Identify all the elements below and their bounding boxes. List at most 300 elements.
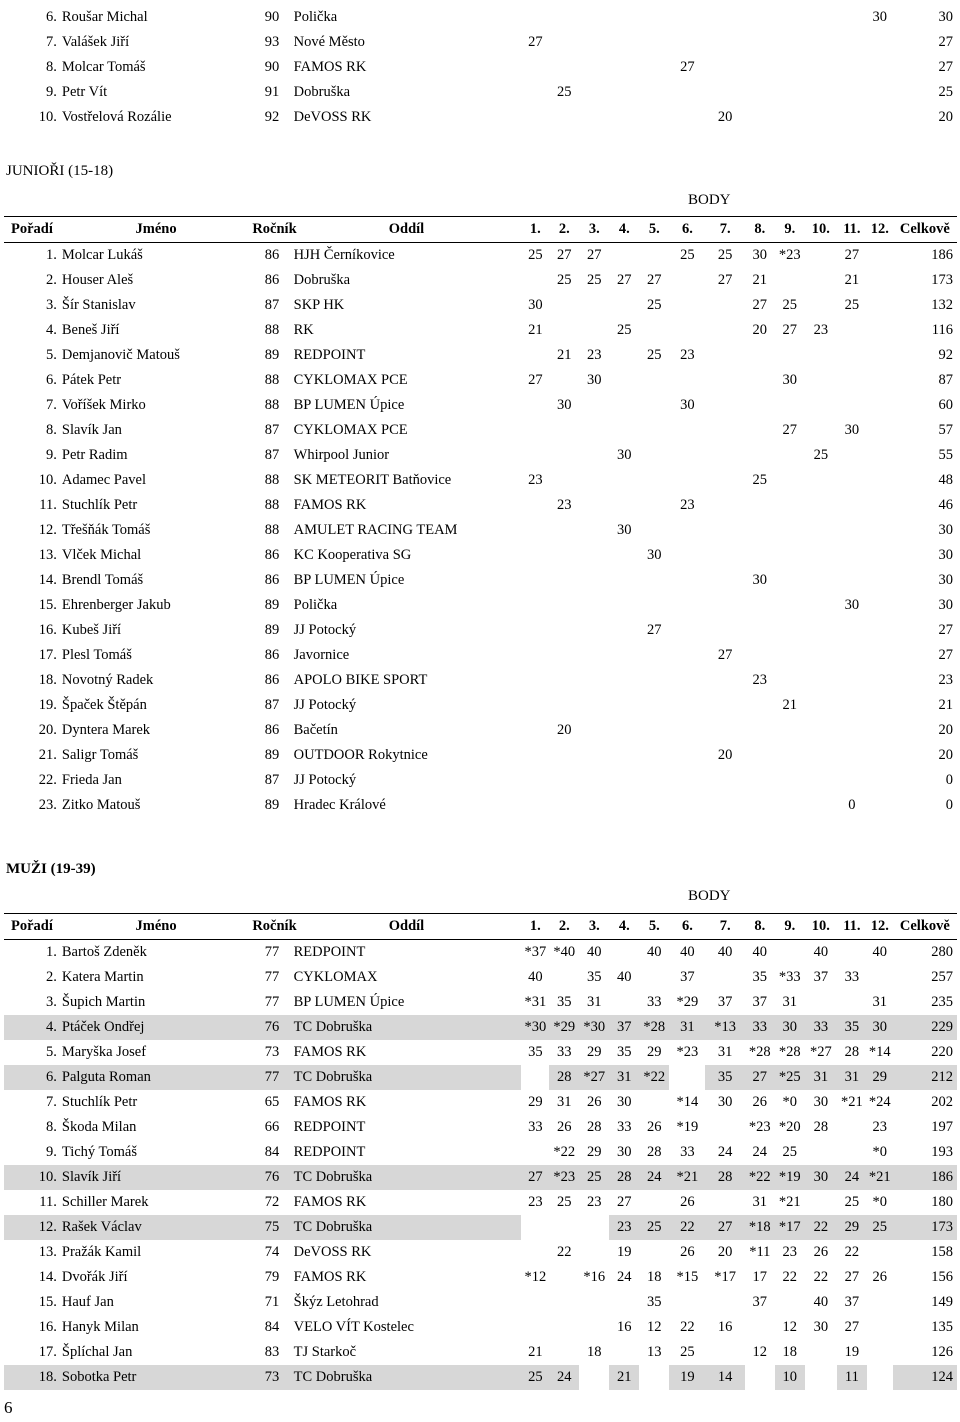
- row-score: 20: [557, 722, 572, 738]
- row-name: Slavík Jiří: [60, 1165, 252, 1190]
- row-score: [837, 568, 867, 593]
- row-score: 27: [705, 1215, 744, 1240]
- row-score: [521, 693, 549, 718]
- row-score: 30: [617, 1144, 632, 1160]
- table-row: [4, 418, 957, 443]
- row-score: [705, 693, 744, 718]
- row-score: [867, 768, 893, 793]
- row-score: 23: [872, 1119, 888, 1135]
- row-year: 87: [264, 297, 280, 313]
- row-score: [705, 393, 744, 418]
- row-score: [837, 105, 867, 130]
- row-score: [609, 1340, 639, 1365]
- row-score: *30: [579, 1015, 609, 1040]
- table-row: [4, 5, 957, 30]
- row-total: 156: [931, 1269, 953, 1285]
- row-place: 6.: [46, 9, 57, 25]
- row-score: [745, 543, 775, 568]
- row-score: 24: [617, 1269, 632, 1285]
- row-score: [549, 30, 579, 55]
- row-score: 30: [617, 447, 632, 463]
- row-score: 30: [717, 1094, 733, 1110]
- row-year: 76: [252, 1165, 291, 1190]
- row-score: [521, 593, 549, 618]
- row-score: 26: [872, 1269, 888, 1285]
- table-row: [4, 618, 957, 643]
- header-row: [4, 914, 957, 940]
- row-score: [669, 618, 705, 643]
- row-score: 12: [647, 1319, 662, 1335]
- row-score: [745, 80, 775, 105]
- top-results-table: [4, 5, 957, 130]
- junior-section-title: JUNIOŘI (15-18): [6, 163, 114, 179]
- row-year: 77: [264, 994, 280, 1010]
- row-score: [669, 718, 705, 743]
- row-score: [705, 468, 744, 493]
- row-score: 25: [680, 247, 695, 263]
- row-score: [805, 793, 837, 818]
- row-club: FAMOS RK: [293, 1194, 367, 1210]
- row-total: 48: [938, 472, 953, 488]
- row-club: CYKLOMAX: [293, 969, 378, 985]
- row-score: [867, 493, 893, 518]
- row-score: [669, 105, 705, 130]
- table-row: [4, 493, 957, 518]
- row-score: 19: [617, 1244, 632, 1260]
- row-score: 30: [587, 372, 602, 388]
- row-place: 11.: [39, 1194, 57, 1210]
- row-score: [549, 293, 579, 318]
- row-score: [669, 318, 705, 343]
- row-score: 21: [844, 272, 860, 288]
- row-club: FAMOS RK: [293, 1044, 367, 1060]
- row-score: [579, 543, 609, 568]
- row-score: 30: [813, 1094, 829, 1110]
- row-score: 33: [557, 1044, 572, 1060]
- row-total: 149: [931, 1294, 953, 1310]
- row-place: 7.: [46, 1094, 57, 1110]
- row-score: [745, 518, 775, 543]
- row-score: 29: [587, 1044, 602, 1060]
- row-score: [775, 80, 805, 105]
- row-score: 26: [557, 1119, 572, 1135]
- row-score: 30: [752, 247, 768, 263]
- row-total: 124: [893, 1365, 957, 1390]
- row-score: [745, 418, 775, 443]
- row-score: [867, 1315, 893, 1340]
- row-score: [579, 743, 609, 768]
- row-score: [805, 55, 837, 80]
- table-row: [4, 593, 957, 618]
- row-score: 31: [587, 994, 602, 1010]
- row-score: 29: [587, 1144, 602, 1160]
- row-name: Šír Stanislav: [61, 297, 136, 313]
- row-score: [775, 30, 805, 55]
- row-score: [549, 418, 579, 443]
- row-score: [579, 1290, 609, 1315]
- header-round: 11.: [837, 217, 867, 243]
- row-score: *21: [867, 1165, 893, 1190]
- header-round: 12.: [867, 914, 893, 940]
- row-year: 90: [264, 59, 280, 75]
- row-year: 88: [264, 472, 280, 488]
- row-score: 30: [844, 597, 860, 613]
- row-name: Frieda Jan: [61, 772, 122, 788]
- header-round: 9.: [775, 914, 805, 940]
- row-score: [579, 1365, 609, 1390]
- row-place: 20.: [38, 722, 57, 738]
- row-score: [745, 693, 775, 718]
- row-score: 21: [557, 347, 572, 363]
- row-place: 3.: [46, 994, 57, 1010]
- row-score: [669, 1290, 705, 1315]
- row-score: [837, 1115, 867, 1140]
- row-score: [669, 593, 705, 618]
- row-score: [705, 618, 744, 643]
- row-score: [705, 343, 744, 368]
- row-place: 17.: [38, 647, 57, 663]
- row-score: 18: [587, 1344, 602, 1360]
- row-score: 40: [872, 944, 888, 960]
- row-score: [579, 80, 609, 105]
- row-name: Šupich Martin: [61, 994, 146, 1010]
- row-score: 35: [837, 1015, 867, 1040]
- row-place: 22.: [38, 772, 57, 788]
- row-score: [579, 643, 609, 668]
- row-place: 1.: [46, 247, 57, 263]
- row-score: [805, 768, 837, 793]
- row-score: 31: [782, 994, 798, 1010]
- row-club: CYKLOMAX PCE: [293, 422, 408, 438]
- row-total: 186: [931, 247, 953, 263]
- row-score: *14: [676, 1094, 699, 1110]
- row-score: [805, 990, 837, 1015]
- row-score: [549, 768, 579, 793]
- row-place: 18.: [38, 672, 57, 688]
- row-place: 12.: [38, 522, 57, 538]
- row-score: 20: [752, 322, 768, 338]
- row-score: 21: [609, 1365, 639, 1390]
- row-year: 92: [264, 109, 280, 125]
- table-row: [4, 55, 957, 80]
- row-score: 27: [782, 322, 798, 338]
- row-score: [805, 718, 837, 743]
- row-score: 27: [844, 1269, 860, 1285]
- row-score: [639, 418, 669, 443]
- row-total: 27: [938, 622, 953, 638]
- row-year: 79: [264, 1269, 280, 1285]
- header-round: 1.: [521, 914, 549, 940]
- row-year: 84: [264, 1144, 280, 1160]
- table-row: [4, 1190, 957, 1215]
- row-score: [775, 568, 805, 593]
- row-score: [549, 318, 579, 343]
- row-total: 235: [931, 994, 953, 1010]
- row-score: [549, 1265, 579, 1290]
- row-score: [867, 30, 893, 55]
- row-score: [775, 593, 805, 618]
- row-score: [705, 1290, 744, 1315]
- row-score: [775, 618, 805, 643]
- row-name: Saligr Tomáš: [61, 747, 139, 763]
- row-score: [705, 318, 744, 343]
- row-score: [639, 393, 669, 418]
- row-total: 30: [938, 597, 953, 613]
- row-score: 22: [805, 1215, 837, 1240]
- row-score: [775, 55, 805, 80]
- row-score: 40: [813, 1294, 829, 1310]
- row-score: 35: [617, 1044, 632, 1060]
- row-name: Slavík Jan: [61, 422, 122, 438]
- row-score: 37: [609, 1015, 639, 1040]
- row-score: [867, 1240, 893, 1265]
- table-row: [4, 693, 957, 718]
- row-score: [837, 718, 867, 743]
- row-score: [609, 693, 639, 718]
- row-year: 66: [264, 1119, 280, 1135]
- table-row: [4, 1015, 957, 1040]
- row-score: [837, 368, 867, 393]
- row-year: 89: [264, 347, 280, 363]
- row-score: [609, 393, 639, 418]
- row-total: 257: [931, 969, 953, 985]
- row-score: [837, 55, 867, 80]
- row-score: 22: [813, 1269, 829, 1285]
- row-score: [521, 543, 549, 568]
- row-total: 193: [931, 1144, 953, 1160]
- row-score: 25: [579, 1165, 609, 1190]
- row-score: [521, 268, 549, 293]
- row-place: 7.: [46, 397, 57, 413]
- row-name: Ehrenberger Jakub: [61, 597, 171, 613]
- row-score: [805, 493, 837, 518]
- row-score: 25: [557, 272, 572, 288]
- row-club: JJ Potocký: [293, 697, 357, 713]
- header-round: 8.: [745, 217, 775, 243]
- header-round: 11.: [837, 914, 867, 940]
- row-year: 77: [264, 969, 280, 985]
- row-score: [775, 393, 805, 418]
- row-score: 11: [837, 1365, 867, 1390]
- row-name: Voříšek Mirko: [61, 397, 146, 413]
- header-round: 4.: [609, 914, 639, 940]
- row-score: [805, 743, 837, 768]
- row-score: [867, 643, 893, 668]
- row-score: [639, 593, 669, 618]
- row-score: 22: [680, 1319, 695, 1335]
- row-score: [837, 693, 867, 718]
- row-score: [639, 965, 669, 990]
- row-club: TC Dobruška: [292, 1015, 522, 1040]
- row-score: [521, 618, 549, 643]
- row-score: [745, 618, 775, 643]
- row-score: 26: [752, 1094, 768, 1110]
- row-score: [669, 743, 705, 768]
- row-score: [521, 393, 549, 418]
- row-name: Palguta Roman: [60, 1065, 252, 1090]
- row-score: [609, 368, 639, 393]
- row-score: 28: [844, 1044, 860, 1060]
- row-place: 14.: [38, 572, 57, 588]
- row-year: 84: [264, 1319, 280, 1335]
- row-score: [521, 443, 549, 468]
- row-score: 25: [557, 1194, 572, 1210]
- row-score: [805, 1340, 837, 1365]
- row-score: 33: [805, 1015, 837, 1040]
- row-score: 29: [867, 1065, 893, 1090]
- row-score: [805, 268, 837, 293]
- row-score: [609, 1290, 639, 1315]
- row-club: Nové Město: [293, 34, 365, 50]
- row-year: 77: [264, 944, 280, 960]
- row-score: 30: [680, 397, 695, 413]
- row-score: 35: [587, 969, 602, 985]
- row-score: [549, 443, 579, 468]
- row-club: SK METEORIT Batňovice: [293, 472, 452, 488]
- header-round: 10.: [805, 914, 837, 940]
- row-score: [639, 55, 669, 80]
- row-year: 91: [264, 84, 280, 100]
- row-score: [521, 1215, 549, 1240]
- header-round: 4.: [609, 217, 639, 243]
- row-score: [669, 768, 705, 793]
- row-score: [609, 80, 639, 105]
- row-score: [867, 468, 893, 493]
- row-name: Stuchlík Petr: [61, 497, 138, 513]
- row-score: *24: [868, 1094, 891, 1110]
- table-row: [4, 30, 957, 55]
- row-score: [579, 1315, 609, 1340]
- row-name: Adamec Pavel: [61, 472, 147, 488]
- row-score: [705, 368, 744, 393]
- row-score: [867, 418, 893, 443]
- row-score: [805, 80, 837, 105]
- row-score: [521, 418, 549, 443]
- row-score: [669, 568, 705, 593]
- row-score: [521, 643, 549, 668]
- row-score: [805, 643, 837, 668]
- row-place: 5.: [46, 1044, 57, 1060]
- row-total: 55: [938, 447, 953, 463]
- row-score: [837, 618, 867, 643]
- row-score: *0: [782, 1094, 798, 1110]
- row-place: 8.: [46, 1119, 57, 1135]
- row-score: [745, 593, 775, 618]
- row-score: [579, 618, 609, 643]
- row-total: 27: [938, 34, 953, 50]
- row-total: 280: [931, 944, 953, 960]
- row-score: [805, 243, 837, 269]
- row-score: [745, 55, 775, 80]
- row-score: 25: [782, 1144, 798, 1160]
- row-place: 16.: [38, 622, 57, 638]
- row-score: 27: [752, 297, 768, 313]
- row-year: 86: [264, 572, 280, 588]
- row-name: Novotný Radek: [61, 672, 154, 688]
- row-total: 23: [938, 672, 953, 688]
- row-score: 30: [844, 422, 860, 438]
- table-row: [4, 1040, 957, 1065]
- table-row: [4, 940, 957, 966]
- row-score: 21: [528, 1344, 543, 1360]
- row-score: 24: [717, 1144, 733, 1160]
- row-score: 27: [680, 59, 695, 75]
- row-score: 31: [805, 1065, 837, 1090]
- row-score: [669, 268, 705, 293]
- row-score: 29: [837, 1215, 867, 1240]
- row-score: [669, 293, 705, 318]
- row-score: [639, 743, 669, 768]
- row-score: [549, 593, 579, 618]
- row-score: *28: [748, 1044, 771, 1060]
- row-score: 18: [782, 1344, 798, 1360]
- row-total: 158: [931, 1244, 953, 1260]
- row-score: [867, 793, 893, 818]
- row-total: 173: [931, 272, 953, 288]
- row-score: 30: [775, 1015, 805, 1040]
- header-round: 5.: [639, 217, 669, 243]
- row-total: 25: [938, 84, 953, 100]
- row-score: 37: [680, 969, 695, 985]
- row-score: 40: [813, 944, 829, 960]
- row-score: [775, 5, 805, 30]
- table-row: [4, 293, 957, 318]
- row-score: [837, 743, 867, 768]
- row-score: [775, 768, 805, 793]
- row-score: 25: [813, 447, 829, 463]
- row-score: 25: [782, 297, 798, 313]
- row-score: [609, 343, 639, 368]
- row-score: 27: [647, 272, 662, 288]
- row-score: 35: [647, 1294, 662, 1310]
- table-row: [4, 318, 957, 343]
- row-score: 35: [557, 994, 572, 1010]
- row-score: [521, 518, 549, 543]
- row-score: [669, 368, 705, 393]
- table-row: [4, 1115, 957, 1140]
- row-score: [805, 30, 837, 55]
- row-year: 76: [252, 1015, 291, 1040]
- row-score: 30: [872, 9, 888, 25]
- header-club: Oddíl: [292, 217, 522, 243]
- row-score: [867, 368, 893, 393]
- row-club: TC Dobruška: [292, 1165, 522, 1190]
- row-score: *23: [748, 1119, 771, 1135]
- row-score: [775, 343, 805, 368]
- row-score: 35: [705, 1065, 744, 1090]
- table-row: [4, 965, 957, 990]
- row-total: 21: [938, 697, 953, 713]
- row-club: TJ Starkoč: [293, 1344, 357, 1360]
- row-score: [579, 443, 609, 468]
- row-club: DeVOSS RK: [293, 109, 372, 125]
- row-score: [867, 243, 893, 269]
- row-score: 29: [647, 1044, 662, 1060]
- row-score: 26: [680, 1244, 695, 1260]
- row-score: [579, 718, 609, 743]
- row-year: 86: [264, 647, 280, 663]
- row-total: 27: [938, 59, 953, 75]
- row-name: Bartoš Zdeněk: [61, 944, 147, 960]
- row-score: *23: [778, 247, 801, 263]
- row-score: [549, 368, 579, 393]
- row-score: [579, 493, 609, 518]
- men-section-title: MUŽI (19-39): [6, 861, 96, 877]
- row-score: 27: [528, 372, 543, 388]
- row-score: [867, 743, 893, 768]
- row-score: 30: [867, 1015, 893, 1040]
- header-total: Celkově: [893, 914, 957, 940]
